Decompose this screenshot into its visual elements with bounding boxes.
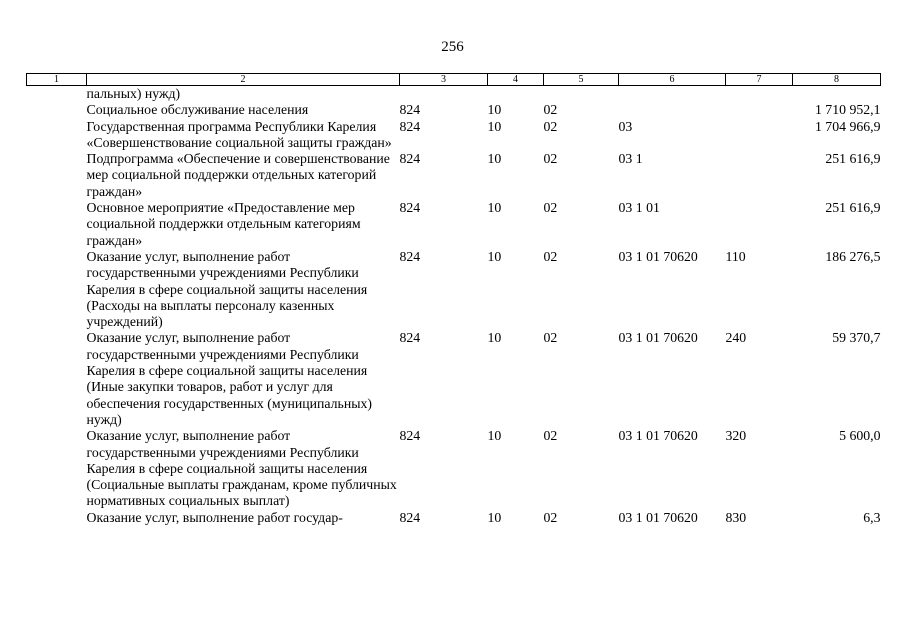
cell-col-6 bbox=[619, 86, 726, 103]
cell-col-6: 03 bbox=[618, 118, 633, 134]
cell-col-3: 824 bbox=[399, 200, 421, 216]
cell-col-3: 824 bbox=[399, 118, 421, 134]
cell-col-1 bbox=[27, 151, 87, 200]
cell-col-5 bbox=[544, 86, 619, 103]
cell-col-4: 10 bbox=[487, 509, 502, 525]
cell-col-8: 251 616,9 bbox=[825, 151, 881, 167]
cell-col-7 bbox=[726, 119, 793, 152]
cell-col-7 bbox=[726, 151, 793, 200]
table-row bbox=[27, 428, 881, 509]
cell-name: Оказание услуг, выполнение работ государственными учреждениями Республики Карелия в сфере социальной защиты населения (Расходы на выплаты персоналу казенных учреждений) bbox=[86, 248, 368, 330]
cell-name: Оказание услуг, выполнение работ государственными учреждениями Республики Карелия в сфере социальной защиты населения (Иные закупки товаров, работ и услуг для обеспечения государственных (муниципальных) нужд) bbox=[86, 330, 372, 427]
cell-col-3: 824 bbox=[399, 330, 421, 346]
cell-col-3 bbox=[400, 86, 488, 103]
cell-col-1 bbox=[27, 119, 87, 152]
table-header bbox=[27, 74, 881, 86]
cell-col-6: 03 1 01 70620 bbox=[618, 509, 698, 525]
cell-col-4: 10 bbox=[487, 151, 502, 167]
cell-name: Основное мероприятие «Предоставление мер социальной поддержки отдельным категориям граждан» bbox=[86, 200, 361, 248]
cell-col-4: 10 bbox=[487, 102, 502, 118]
cell-col-5: 02 bbox=[543, 509, 558, 525]
cell-col-5: 02 bbox=[543, 118, 558, 134]
cell-col-1 bbox=[27, 330, 87, 428]
cell-col-7 bbox=[726, 200, 793, 249]
cell-name: Оказание услуг, выполнение работ государственными учреждениями Республики Карелия в сфере социальной защиты населения (Социальные выплаты гражданам, кроме публичных нормативных социальных выплат) bbox=[86, 428, 397, 509]
table-row bbox=[27, 151, 881, 200]
cell-col-3: 824 bbox=[399, 509, 421, 525]
page-number: 256 bbox=[441, 39, 464, 55]
cell-col-8: 59 370,7 bbox=[832, 330, 881, 346]
header-row bbox=[27, 74, 881, 86]
cell-col-5: 02 bbox=[543, 330, 558, 346]
cell-col-4: 10 bbox=[487, 200, 502, 216]
table-row bbox=[27, 119, 881, 152]
cell-name: Подпрограмма «Обеспечение и совершенствование мер социальной поддержки отдельных категорий граждан» bbox=[86, 151, 390, 199]
cell-col-8: 186 276,5 bbox=[825, 248, 881, 264]
budget-table bbox=[26, 73, 881, 526]
cell-col-5: 02 bbox=[543, 428, 558, 444]
header-cell-5: 5 bbox=[544, 74, 619, 86]
cell-col-1 bbox=[27, 86, 87, 103]
cell-col-7: 320 bbox=[725, 428, 747, 444]
cell-col-4: 10 bbox=[487, 428, 502, 444]
cell-name: Оказание услуг, выполнение работ государ- bbox=[86, 509, 343, 525]
table-row bbox=[27, 510, 881, 526]
header-cell-4: 4 bbox=[488, 74, 544, 86]
cell-col-7: 240 bbox=[725, 330, 747, 346]
table-row bbox=[27, 86, 881, 103]
header-cell-6: 6 bbox=[619, 74, 726, 86]
cell-col-6: 03 1 01 70620 bbox=[618, 428, 698, 444]
header-cell-1: 1 bbox=[27, 74, 87, 86]
cell-col-4: 10 bbox=[487, 118, 502, 134]
cell-col-8: 1 704 966,9 bbox=[814, 118, 881, 134]
cell-col-6: 03 1 01 70620 bbox=[618, 330, 698, 346]
cell-col-8: 1 710 952,1 bbox=[814, 102, 881, 118]
cell-col-5: 02 bbox=[543, 200, 558, 216]
table-row bbox=[27, 200, 881, 249]
cell-col-8: 6,3 bbox=[863, 509, 881, 525]
cell-col-1 bbox=[27, 249, 87, 330]
cell-col-4: 10 bbox=[487, 330, 502, 346]
cell-col-6: 03 1 01 bbox=[618, 200, 660, 216]
table-body bbox=[27, 86, 881, 527]
header-cell-3: 3 bbox=[400, 74, 488, 86]
cell-col-5: 02 bbox=[543, 248, 558, 264]
table-row bbox=[27, 330, 881, 428]
header-cell-7: 7 bbox=[726, 74, 793, 86]
cell-col-6: 03 1 bbox=[618, 151, 643, 167]
cell-col-6 bbox=[619, 102, 726, 118]
table-row bbox=[27, 102, 881, 118]
cell-name: пальных) нужд) bbox=[86, 86, 181, 101]
cell-col-4 bbox=[488, 86, 544, 103]
table-row bbox=[27, 249, 881, 330]
cell-col-1 bbox=[27, 510, 87, 526]
cell-col-8: 5 600,0 bbox=[839, 428, 881, 444]
cell-col-4: 10 bbox=[487, 248, 502, 264]
cell-col-8: 251 616,9 bbox=[825, 200, 881, 216]
cell-col-7 bbox=[726, 86, 793, 103]
cell-col-3: 824 bbox=[399, 428, 421, 444]
header-cell-8: 8 bbox=[793, 74, 881, 86]
cell-col-1 bbox=[27, 428, 87, 509]
cell-col-8 bbox=[793, 86, 881, 103]
cell-col-7: 830 bbox=[725, 509, 747, 525]
cell-col-3: 824 bbox=[399, 102, 421, 118]
cell-col-1 bbox=[27, 200, 87, 249]
cell-name: Социальное обслуживание населения bbox=[86, 102, 309, 118]
cell-col-1 bbox=[27, 102, 87, 118]
cell-col-7: 110 bbox=[725, 248, 746, 264]
cell-col-5: 02 bbox=[543, 102, 558, 118]
cell-col-6: 03 1 01 70620 bbox=[618, 248, 698, 264]
cell-col-5: 02 bbox=[543, 151, 558, 167]
cell-col-3: 824 bbox=[399, 151, 421, 167]
header-cell-2: 2 bbox=[87, 74, 400, 86]
cell-name: Государственная программа Республики Карелия «Совершенствование социальной защиты граждан» bbox=[86, 118, 392, 150]
cell-col-3: 824 bbox=[399, 248, 421, 264]
cell-col-7 bbox=[726, 102, 793, 118]
